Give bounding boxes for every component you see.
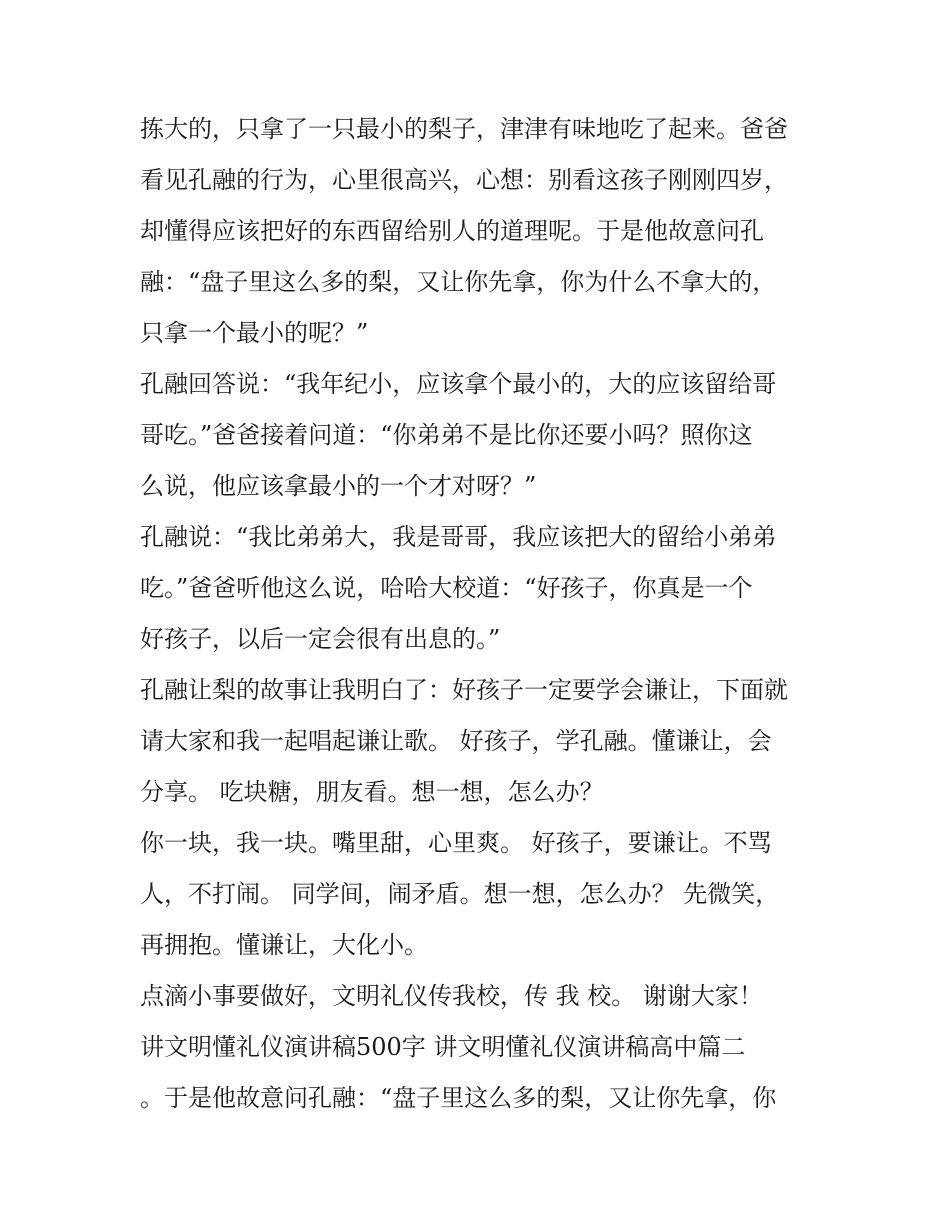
text-line: 拣大的，只拿了一只最小的梨子，津津有味地吃了起来。爸爸 xyxy=(140,115,788,143)
text-line: 孔融让梨的故事让我明白了：好孩子一定要学会谦让，下面就 xyxy=(140,676,788,704)
section-heading: 讲文明懂礼仪演讲稿500字 讲文明懂礼仪演讲稿高中篇二 xyxy=(140,1033,746,1061)
text-line: 好孩子，以后一定会很有出息的。” xyxy=(140,625,501,653)
text-line: 融：“盘子里这么多的梨，又让你先拿，你为什么不拿大的， xyxy=(140,268,777,296)
text-line: 分享。 吃块糖，朋友看。想一想，怎么办？ xyxy=(140,778,604,806)
text-line: 孔融回答说：“我年纪小，应该拿个最小的，大的应该留给哥 xyxy=(140,370,777,398)
document-body xyxy=(140,104,820,1124)
text-line: 。于是他故意问孔融：“盘子里这么多的梨，又让你先拿，你 xyxy=(140,1084,777,1112)
text-line: 人，不打闹。 同学间，闹矛盾。想一想，怎么办？ 先微笑， xyxy=(140,880,780,908)
text-line: 吃。”爸爸听他这么说，哈哈大校道：“好孩子，你真是一个 xyxy=(140,574,753,602)
text-line: 么说，他应该拿最小的一个才对呀？” xyxy=(140,472,537,500)
text-line: 再拥抱。懂谦让，大化小。 xyxy=(140,931,428,959)
text-line: 哥吃。”爸爸接着问道：“你弟弟不是比你还要小吗？照你这 xyxy=(140,421,753,449)
text-line: 只拿一个最小的呢？” xyxy=(140,319,369,347)
text-line: 看见孔融的行为，心里很高兴，心想：别看这孩子刚刚四岁， xyxy=(140,166,788,194)
text-line: 请大家和我一起唱起谦让歌。 好孩子，学孔融。懂谦让，会 xyxy=(140,727,772,755)
text-line: 点滴小事要做好，文明礼仪传我校，传 我 校。 谢谢大家！ xyxy=(140,982,763,1010)
text-line: 却懂得应该把好的东西留给别人的道理呢。于是他故意问孔 xyxy=(140,217,764,245)
text-line: 你一块，我一块。嘴里甜，心里爽。 好孩子，要谦让。不骂 xyxy=(140,829,772,857)
text-line: 孔融说：“我比弟弟大，我是哥哥，我应该把大的留给小弟弟 xyxy=(140,523,777,551)
